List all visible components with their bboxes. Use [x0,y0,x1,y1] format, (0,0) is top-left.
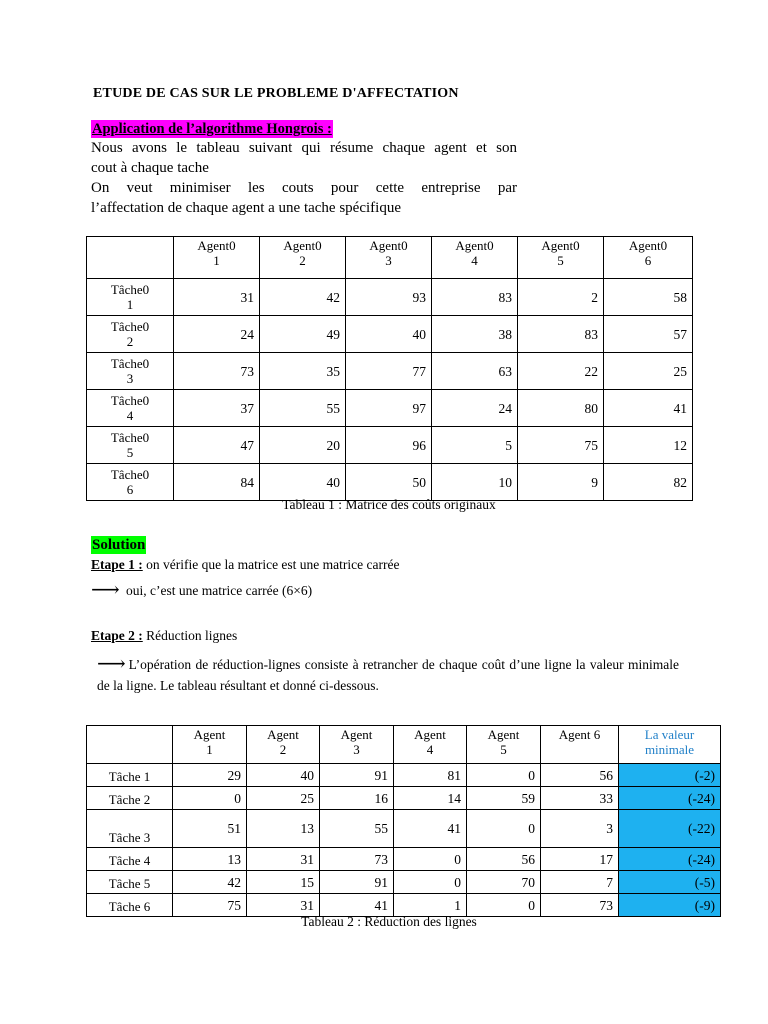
column-header-agent [320,726,394,764]
table-header-row [87,237,693,279]
cost-cell: 24 [174,316,260,353]
original-cost-table [86,236,693,501]
cost-cell: 57 [604,316,693,353]
reduced-cost-cell: 31 [247,894,320,917]
reduced-cost-cell: 73 [320,848,394,871]
min-value-cell: (-5) [619,871,721,894]
cell-line: Tâche0 [110,430,150,445]
reduced-cost-cell: 17 [541,848,619,871]
reduced-cost-cell: 0 [173,787,247,810]
arrow-right-icon: ⟶ [97,653,126,675]
row-header-task: Tâche 2 [87,787,173,810]
cost-cell: 22 [518,353,604,390]
reduced-cost-cell: 0 [394,848,467,871]
row-header-task [87,279,174,316]
reduced-cost-cell: 91 [320,764,394,787]
cost-cell: 47 [174,427,260,464]
reduced-cost-cell: 41 [394,810,467,848]
cell-line: Tâche0 [110,282,150,297]
cell-line: 3 [353,742,360,757]
reduced-cost-cell: 41 [320,894,394,917]
cell-line: 4 [126,408,134,423]
column-header-agent [541,726,619,764]
column-header-min-value [619,726,721,764]
solution-heading: Solution [92,537,146,553]
document-title: ETUDE DE CAS SUR LE PROBLEME D'AFFECTATION [93,86,459,101]
reduced-cost-cell: 33 [541,787,619,810]
cost-cell: 50 [346,464,432,501]
table1-caption: Tableau 1 : Matrice des coûts originaux [282,497,496,512]
column-header-agent [467,726,541,764]
reduced-cost-cell: 13 [247,810,320,848]
intro-line: cout à chaque tache [91,160,209,176]
reduced-cost-cell: 29 [173,764,247,787]
table-row [87,353,693,390]
etape1-line [91,557,399,573]
min-value-cell: (-9) [619,894,721,917]
etape1-answer: oui, c’est une matrice carrée (6×6) [122,583,313,598]
cell-line: 5 [557,253,564,268]
table-header-row [87,726,721,764]
cost-cell: 82 [604,464,693,501]
column-header-agent [260,237,346,279]
cost-cell: 20 [260,427,346,464]
cell-line: Tâche0 [110,467,150,482]
reduced-cost-cell: 40 [247,764,320,787]
cell-line: 2 [299,253,306,268]
cell-line: Agent0 [197,238,236,253]
cell-line: 1 [126,297,134,312]
cell-line: Agent0 [369,238,408,253]
table-row [87,427,693,464]
cell-line: Agent0 [628,238,668,253]
reduced-cost-cell: 56 [467,848,541,871]
cell-line: 4 [426,742,434,757]
cost-cell: 37 [174,390,260,427]
intro-line: Nous avons le tableau suivant qui résume chaque agent et son [91,140,517,156]
reduced-cost-cell: 51 [173,810,247,848]
min-value-cell: (-2) [619,764,721,787]
cell-line: 3 [126,371,134,386]
corner-cell [87,237,174,279]
reduced-cost-cell: 7 [541,871,619,894]
etape2-line [91,628,237,644]
arrow-right-icon: ⟶ [91,579,120,601]
cost-cell: 40 [346,316,432,353]
cost-cell: 58 [604,279,693,316]
min-value-cell: (-24) [619,787,721,810]
intro-line: l’affectation de chaque agent a une tache spécifique [91,200,401,216]
cost-cell: 93 [346,279,432,316]
cell-line: Agent 6 [558,727,601,742]
table-row [87,464,693,501]
min-value-cell: (-24) [619,848,721,871]
cell-line: Tâche0 [110,356,150,371]
reduced-cost-cell: 42 [173,871,247,894]
reduced-cost-cell: 31 [247,848,320,871]
table-row [87,390,693,427]
column-header-agent [346,237,432,279]
cell-line: 5 [126,445,134,460]
table2-caption: Tableau 2 : Réduction des lignes [301,914,477,929]
reduced-cost-cell: 3 [541,810,619,848]
min-value-cell: (-22) [619,810,721,848]
reduced-cost-cell: 0 [394,871,467,894]
column-header-agent [432,237,518,279]
cell-line: 3 [385,253,392,268]
cost-cell: 40 [260,464,346,501]
reduced-cost-cell: 81 [394,764,467,787]
row-header-task [87,353,174,390]
reduced-cost-cell: 16 [320,787,394,810]
cost-cell: 75 [518,427,604,464]
row-header-task [87,464,174,501]
cell-line: Agent [340,727,373,742]
cost-cell: 55 [260,390,346,427]
cost-cell: 83 [432,279,518,316]
table-row [87,871,721,894]
cost-cell: 12 [604,427,693,464]
reduced-cost-cell: 91 [320,871,394,894]
cost-cell: 49 [260,316,346,353]
cell-line: Agent [193,727,226,742]
row-reduction-table [86,725,721,917]
cell-line: Agent [414,727,446,742]
cell-line: Agent0 [283,238,322,253]
column-header-agent [247,726,320,764]
row-header-task [87,427,174,464]
cost-cell: 83 [518,316,604,353]
cost-cell: 73 [174,353,260,390]
row-header-task: Tâche 3 [87,810,173,848]
reduced-cost-cell: 15 [247,871,320,894]
table-row [87,787,721,810]
column-header-agent [518,237,604,279]
etape1-answer-line [91,579,313,601]
reduced-cost-cell: 75 [173,894,247,917]
row-header-task [87,390,174,427]
etape2-paragraph [97,654,679,696]
reduced-cost-cell: 59 [467,787,541,810]
etape2-label: Etape 2 : [91,628,143,643]
cost-cell: 38 [432,316,518,353]
cost-cell: 5 [432,427,518,464]
cell-line: Agent [267,727,299,742]
column-header-agent [174,237,260,279]
reduced-cost-cell: 55 [320,810,394,848]
etape2-text: Réduction lignes [142,628,238,643]
etape1-label: Etape 1 : [91,557,143,572]
cell-line: 2 [126,334,134,349]
cost-cell: 80 [518,390,604,427]
cost-cell: 10 [432,464,518,501]
cost-cell: 35 [260,353,346,390]
cell-line: 6 [126,482,134,497]
cell-line: 1 [206,742,213,757]
reduced-cost-cell: 70 [467,871,541,894]
hongrois-heading: Application de l’algorithme Hongrois : [92,121,332,137]
cost-cell: 96 [346,427,432,464]
row-header-task [87,316,174,353]
cost-cell: 2 [518,279,604,316]
table-row [87,764,721,787]
cell-line: Agent [487,727,520,742]
row-header-task: Tâche 1 [87,764,173,787]
table-row [87,279,693,316]
reduced-cost-cell: 0 [467,810,541,848]
cost-cell: 41 [604,390,693,427]
cost-cell: 9 [518,464,604,501]
cost-cell: 77 [346,353,432,390]
cost-cell: 31 [174,279,260,316]
cell-line: Tâche0 [110,393,150,408]
row-header-task: Tâche 5 [87,871,173,894]
table-row [87,810,721,848]
reduced-cost-cell: 0 [467,894,541,917]
intro-line: On veut minimiser les couts pour cette entreprise par [91,180,517,196]
row-header-task: Tâche 6 [87,894,173,917]
reduced-cost-cell: 56 [541,764,619,787]
row-header-task: Tâche 4 [87,848,173,871]
column-header-agent [173,726,247,764]
cell-line: Agent0 [541,238,580,253]
reduced-cost-cell: 73 [541,894,619,917]
column-header-agent [604,237,693,279]
intro-paragraph [91,138,517,218]
cell-line: 6 [644,253,652,268]
cell-line: Tâche0 [110,319,150,334]
etape1-text: on vérifie que la matrice est une matrice carrée [142,557,400,572]
cell-line: 4 [471,253,478,268]
etape2-paragraph-text: L’opération de réduction-lignes consiste à retrancher de chaque coût d’une ligne la valeur minimale de la ligne. Le tableau résultant et donné ci-dessous. [97,657,679,693]
reduced-cost-cell: 13 [173,848,247,871]
column-header-agent [394,726,467,764]
cell-line: Agent0 [455,238,494,253]
reduced-cost-cell: 1 [394,894,467,917]
cell-line: minimale [644,742,695,757]
reduced-cost-cell: 25 [247,787,320,810]
cost-cell: 42 [260,279,346,316]
table-row [87,848,721,871]
cell-line: 2 [279,742,287,757]
cell-line: La valeur [644,727,695,742]
corner-cell [87,726,173,764]
cost-cell: 63 [432,353,518,390]
reduced-cost-cell: 14 [394,787,467,810]
cost-cell: 84 [174,464,260,501]
cost-cell: 97 [346,390,432,427]
cell-line: 5 [500,742,507,757]
cell-line: 1 [213,253,220,268]
reduced-cost-cell: 0 [467,764,541,787]
cost-cell: 25 [604,353,693,390]
cost-cell: 24 [432,390,518,427]
table-row [87,316,693,353]
